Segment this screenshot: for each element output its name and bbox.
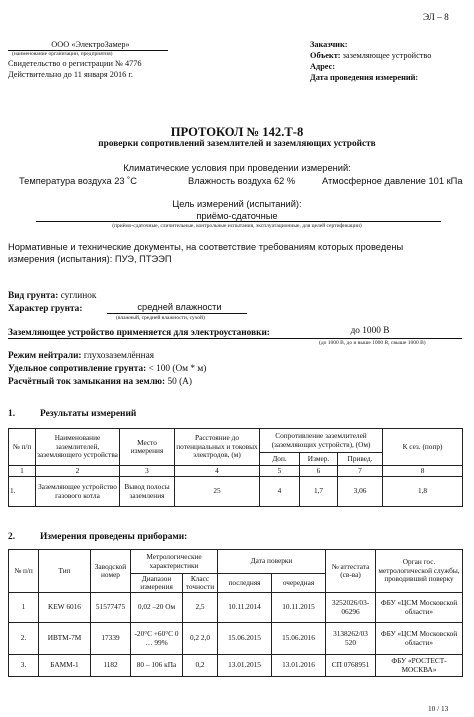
customer-label: Заказчик:: [310, 40, 348, 49]
col-header-check-date: Дата поверки: [218, 550, 326, 574]
table-row: [9, 655, 463, 677]
col-header-organ: Орган гос. метрологической службы, проводивший поверку: [376, 550, 463, 593]
col-number: 5: [260, 466, 300, 477]
cell-serial: 17339: [91, 623, 131, 655]
col-header-type: Тип: [39, 550, 91, 593]
cell-range: -20°С +60°С 0 … 99%: [131, 623, 183, 655]
cell-measured: 1,7: [300, 477, 338, 507]
cell-allowed: 4: [260, 477, 300, 507]
col-header-serial: Заводской номер: [91, 550, 131, 593]
section2-number: 2.: [8, 532, 16, 542]
cell-name: Заземляющее устройство газового котла: [36, 477, 120, 507]
col-header-place: Место измерения: [120, 429, 175, 466]
neutral-mode-label: Режим нейтрали:: [8, 351, 82, 361]
fault-current-value: 50 (А): [167, 377, 192, 387]
col-number: 4: [175, 466, 260, 477]
cell-distance: 25: [175, 477, 260, 507]
cell-accuracy: 0,2 2,0: [183, 623, 218, 655]
org-name: ООО «ЭлектроЗамер»: [51, 40, 130, 49]
measurement-date-label: Дата проведения измерений:: [310, 73, 419, 82]
doc-code: ЭЛ – 8: [423, 13, 449, 23]
table-row: [9, 593, 463, 623]
grounding-value: до 1000 В: [350, 326, 390, 336]
normative-line2: измерения (испытания): ПУЭ, ПТЭЭП: [8, 254, 172, 264]
col-number: 8: [383, 466, 463, 477]
cell-next: 13.01.2016: [272, 655, 326, 677]
cell-k: 1,8: [383, 477, 463, 507]
object-value: заземляющее устройство: [342, 51, 432, 60]
grounding-label: Заземляющее устройство применяется для электроустановки:: [8, 328, 270, 338]
column-number-row: [9, 466, 463, 477]
col-header-name: Наименование заземлителей, заземляющего устройства: [36, 429, 120, 466]
soil-type-label: Вид грунта:: [8, 291, 59, 301]
cell-last: 15.06.2015: [218, 623, 272, 655]
cell-accuracy: 0,2: [183, 655, 218, 677]
purpose-heading: Цель измерений (испытаний):: [172, 199, 302, 209]
cell-next: 15.06.2016: [272, 623, 326, 655]
org-caption: (наименование организации, предприятия): [12, 51, 113, 57]
valid-until: Действительно до 11 января 2016 г.: [8, 70, 133, 79]
soil-type-value: суглинок: [60, 291, 97, 301]
cell-certificate: СП 0768951: [326, 655, 376, 677]
cell-reduced: 3,06: [338, 477, 383, 507]
climate-heading: Климатические условия при проведении измерений:: [123, 163, 351, 173]
certificate-number: Свидетельство о регистрации № 4776: [8, 59, 142, 68]
section1-number: 1.: [8, 409, 16, 419]
fault-current-label: Расчётный ток замыкания на землю:: [8, 377, 166, 387]
cell-number: 2.: [9, 623, 39, 655]
col-header-distance: Расстояние до потенциальных и токовых электродов, (м): [175, 429, 260, 466]
cell-last: 10.11.2014: [218, 593, 272, 623]
col-number: 3: [120, 466, 175, 477]
cell-number: 1: [9, 593, 39, 623]
col-header-next: очередная: [272, 574, 326, 593]
col-header-certificate: № аттестата (св-ва): [326, 550, 376, 593]
col-header-range: Диапазон измерения: [131, 574, 183, 593]
neutral-mode-value: глухозаземлённая: [83, 351, 155, 361]
col-header-number: № п/п: [9, 429, 36, 466]
cell-accuracy: 2,5: [183, 593, 218, 623]
col-header-reduced: Привед.: [338, 453, 383, 466]
col-header-resistance-group: Сопротивление заземлителей (заземляющих устройств), (Ом): [260, 429, 383, 453]
cell-type: ИВТМ-7М: [39, 623, 91, 655]
atmospheric-pressure: Атмосферное давление 101 кПа: [322, 176, 463, 186]
soil-character-caption: (влажный, средней влажности, сухой): [116, 315, 205, 321]
cell-type: KEW 6016: [39, 593, 91, 623]
section2-title: Измерения проведены приборами:: [40, 532, 188, 542]
col-header-allowed: Доп.: [260, 453, 300, 466]
instruments-table: [8, 549, 463, 677]
normative-line1: Нормативные и технические документы, на соответствие требованиям которых проведены: [8, 242, 404, 252]
grounding-caption: (до 1000 В, до и выше 1000 В, свыше 1000 В): [319, 340, 426, 346]
cell-place: Вывод полосы заземления: [120, 477, 175, 507]
col-number: 1: [9, 466, 36, 477]
cell-type: БАММ-1: [39, 655, 91, 677]
table-row: [9, 477, 463, 507]
cell-organ: ФБУ «ЦСМ Московской области»: [376, 593, 463, 623]
cell-next: 10.11.2015: [272, 593, 326, 623]
col-number: 7: [338, 466, 383, 477]
col-header-k: К сез. (попр): [383, 429, 463, 466]
col-header-last: последняя: [218, 574, 272, 593]
cell-number: 1.: [9, 477, 36, 507]
soil-character-value: средней влажности: [137, 302, 222, 312]
purpose-caption: (приёмо-сдаточные, сличительные, контрольные испытания, эксплуатационные, для целей сертификации): [112, 223, 362, 229]
col-header-number: № п/п: [9, 550, 39, 593]
cell-serial: 51577475: [91, 593, 131, 623]
col-number: 6: [300, 466, 338, 477]
purpose-value: приёмо-сдаточные: [196, 211, 278, 221]
cell-organ: ФБУ «РОСТЕСТ-МОСКВА»: [376, 655, 463, 677]
col-header-measured: Измер.: [300, 453, 338, 466]
col-header-metrology: Метрологические характеристики: [131, 550, 218, 574]
cell-organ: ФБУ «ЦСМ Московской области»: [376, 623, 463, 655]
soil-resistivity-value: < 100 (Ом * м): [148, 364, 207, 374]
cell-last: 13.01.2015: [218, 655, 272, 677]
results-table: [8, 428, 463, 507]
cell-certificate: 3138262/03 520: [326, 623, 376, 655]
object-label: Объект:: [310, 51, 341, 60]
air-temperature: Температура воздуха 23 ˚С: [19, 176, 137, 186]
air-humidity: Влажность воздуха 62 %: [188, 176, 296, 186]
col-number: 2: [36, 466, 120, 477]
cell-serial: 1182: [91, 655, 131, 677]
col-header-accuracy: Класс точности: [183, 574, 218, 593]
section1-title: Результаты измерений: [40, 409, 137, 419]
cell-number: 3.: [9, 655, 39, 677]
soil-character-label: Характер грунта:: [8, 304, 83, 314]
cell-range: 80 – 106 кПа: [131, 655, 183, 677]
protocol-subtitle: проверки сопротивлений заземлителей и заземляющих устройств: [98, 139, 376, 149]
protocol-title: ПРОТОКОЛ № 142.Т-8: [170, 125, 304, 139]
cell-certificate: 3252026/03-06296: [326, 593, 376, 623]
table-row: [9, 623, 463, 655]
soil-resistivity-label: Удельное сопротивление грунта:: [8, 364, 147, 374]
address-label: Адрес:: [310, 62, 336, 71]
cell-range: 0,02 –20 Ом: [131, 593, 183, 623]
page-number: 10 / 13: [428, 704, 449, 713]
